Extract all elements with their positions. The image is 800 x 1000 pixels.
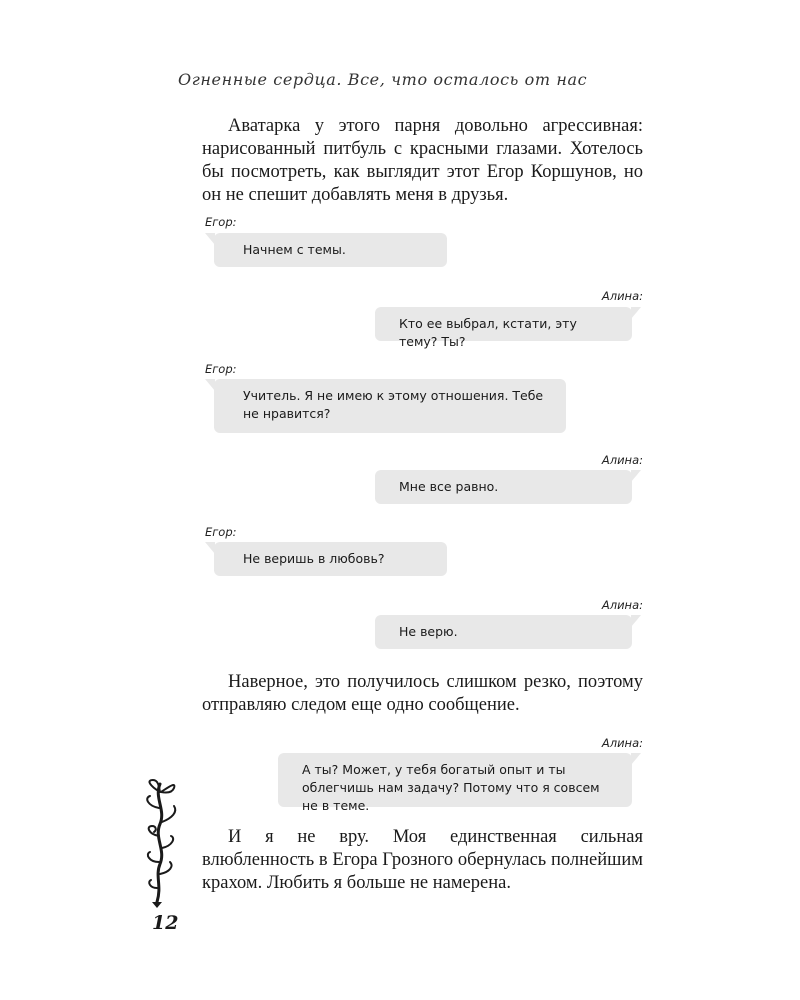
message-5-bubble [214,542,447,576]
message-4-text: Мне все равно. [399,479,499,494]
message-6-bubble [375,615,632,649]
message-7-text: А ты? Может, у тебя богатый опыт и ты облегчишь нам задачу? Потому что я совсем не в теме. [302,762,600,813]
message-6-sender: Алина: [601,598,643,612]
running-head: Огненные сердца. Все, что осталось от нас [178,70,588,89]
message-1-sender: Егор: [205,215,237,229]
message-4-bubble [375,470,632,504]
message-7-sender: Алина: [601,736,643,750]
message-5-text: Не веришь в любовь? [243,551,385,566]
paragraph-2: Наверное, это получилось слишком резко, поэтому отправляю следом еще одно сообщение. [202,672,643,715]
message-2-bubble [375,307,632,349]
message-2-sender: Алина: [601,289,643,303]
message-2-text: Кто ее выбрал, кстати, эту тему? Ты? [399,316,577,349]
message-3-sender: Егор: [205,362,237,376]
message-1-text: Начнем с темы. [243,242,346,257]
message-6-text: Не верю. [399,624,458,639]
message-1-bubble [214,233,447,267]
message-5-sender: Егор: [205,525,237,539]
message-4-sender: Алина: [601,453,643,467]
page-number: 12 [152,912,179,934]
message-3-bubble [214,379,566,433]
paragraph-3: И я не вру. Моя единственная сильная влюбленность в Егора Грозного обернулась полнейшим крахом. Любить я больше не намерена. [202,827,643,893]
message-3-text: Учитель. Я не имею к этому отношения. Тебе не нравится? [243,388,544,421]
floral-ornament-icon [140,778,184,910]
paragraph-1: Аватарка у этого парня довольно агрессивная: нарисованный питбуль с красными глазами. Хотелось бы посмотреть, как выглядит этот Егор Коршунов, но он не спешит добавлять меня в друзья. [202,116,643,205]
message-7-bubble [278,753,632,813]
